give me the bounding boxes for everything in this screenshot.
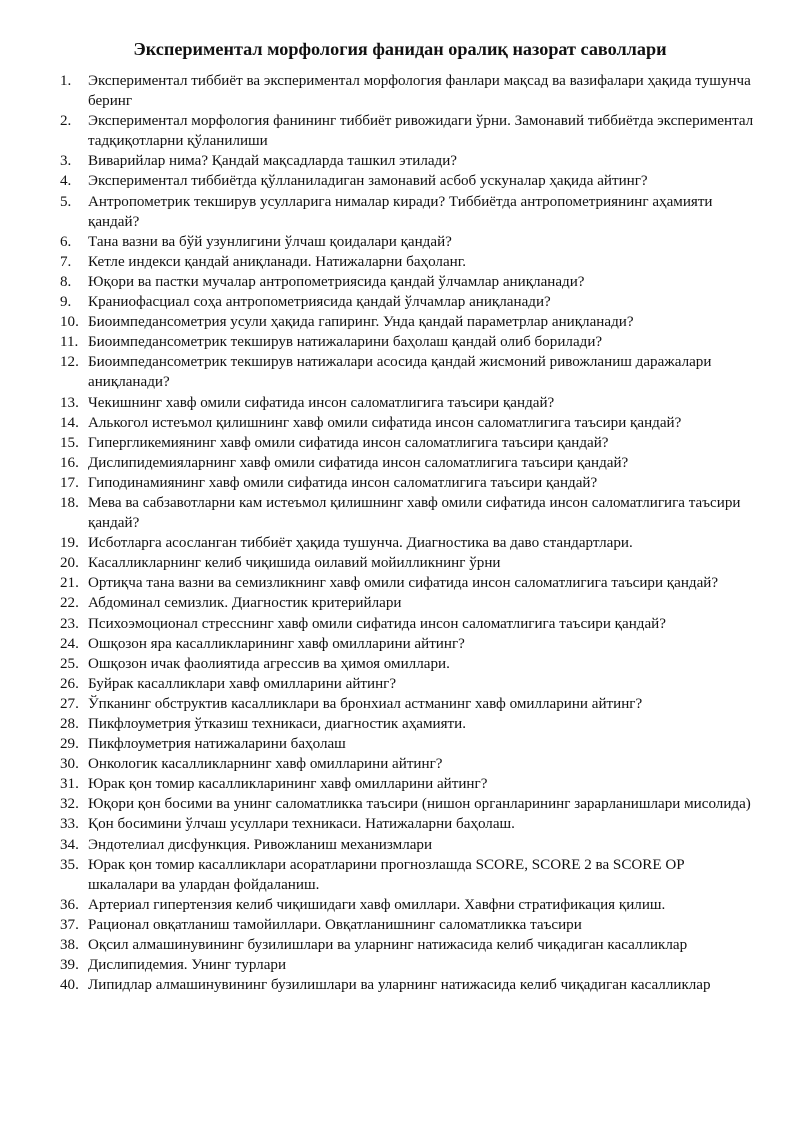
question-item bbox=[0, 352, 800, 392]
question-text: Тана вазни ва бўй узунлигини ўлчаш қоидалари қандай? bbox=[88, 233, 452, 250]
question-item bbox=[0, 493, 800, 533]
question-item bbox=[0, 192, 800, 232]
question-text: Краниофасциал соҳа антропометриясида қандай ўлчамлар аниқланади? bbox=[88, 294, 551, 311]
question-item bbox=[0, 533, 800, 553]
question-number: 22. bbox=[60, 595, 79, 612]
question-item bbox=[0, 593, 800, 613]
question-number: 2. bbox=[60, 113, 72, 130]
question-number: 35. bbox=[60, 856, 79, 873]
question-number: 32. bbox=[60, 796, 79, 813]
question-item bbox=[0, 614, 800, 634]
question-number: 24. bbox=[60, 635, 79, 652]
question-text: Қон босимини ўлчаш усуллари техникаси. Натижаларни баҳолаш. bbox=[88, 816, 515, 833]
question-number: 17. bbox=[60, 474, 79, 491]
question-number: 31. bbox=[60, 776, 79, 793]
question-number: 38. bbox=[60, 937, 79, 954]
question-item bbox=[0, 915, 800, 935]
question-text: Ўпканинг обструктив касалликлари ва бронхиал астманинг хавф омилларини айтинг? bbox=[88, 695, 643, 712]
question-number: 15. bbox=[60, 434, 79, 451]
question-text: Дислипидемия. Унинг турлари bbox=[88, 957, 287, 974]
question-number: 6. bbox=[60, 233, 72, 250]
question-number: 8. bbox=[60, 273, 72, 290]
question-item bbox=[0, 332, 800, 352]
question-item bbox=[0, 814, 800, 834]
question-item bbox=[0, 573, 800, 593]
question-item bbox=[0, 935, 800, 955]
question-text: Ошқозон яра касалликларининг хавф омилларини айтинг? bbox=[88, 635, 465, 652]
question-number: 33. bbox=[60, 816, 79, 833]
question-number: 5. bbox=[60, 193, 72, 210]
question-item bbox=[0, 111, 800, 151]
question-text: Биоимпедансометрия усули ҳақида гапиринг. Унда қандай параметрлар аниқланади? bbox=[88, 314, 634, 331]
question-item bbox=[0, 674, 800, 694]
question-item bbox=[0, 895, 800, 915]
question-text: Артериал гипертензия келиб чиқишидаги хавф омиллари. Хавфни стратификация қилиш. bbox=[88, 896, 666, 913]
question-text: Виварийлар нима? Қандай мақсадларда ташкил этилади? bbox=[88, 153, 458, 170]
question-text: Онкологик касалликларнинг хавф омилларини айтинг? bbox=[88, 756, 443, 773]
question-item bbox=[0, 413, 800, 433]
question-text: Биоимпедансометрик текширув натижалари асосида қандай жисмоний ривожланиш даражалари аниқланади? bbox=[88, 354, 712, 391]
question-number: 3. bbox=[60, 153, 72, 170]
question-item bbox=[0, 151, 800, 171]
question-number: 20. bbox=[60, 555, 79, 572]
question-text: Юқори ва пастки мучалар антропометриясида қандай ўлчамлар аниқланади? bbox=[88, 273, 585, 290]
question-number: 40. bbox=[60, 977, 79, 994]
question-text: Исботларга асосланган тиббиёт ҳақида тушунча. Диагностика ва даво стандартлари. bbox=[88, 535, 633, 552]
question-number: 21. bbox=[60, 575, 79, 592]
question-text: Гиподинамиянинг хавф омили сифатида инсон саломатлигига таъсири қандай? bbox=[88, 474, 598, 491]
question-item bbox=[0, 292, 800, 312]
question-number: 10. bbox=[60, 314, 79, 331]
question-text: Рационал овқатланиш тамойиллари. Овқатланишнинг саломатликка таъсири bbox=[88, 916, 582, 933]
question-number: 23. bbox=[60, 615, 79, 632]
question-item bbox=[0, 272, 800, 292]
question-number: 27. bbox=[60, 695, 79, 712]
question-item bbox=[0, 955, 800, 975]
question-text: Экспериментал тиббиёт ва экспериментал морфология фанлари мақсад ва вазифалари ҳақида тушунча беринг bbox=[88, 73, 751, 110]
question-text: Ошқозон ичак фаолиятида агрессив ва ҳимоя омиллари. bbox=[88, 655, 450, 672]
question-text: Алькогол истеъмол қилишнинг хавф омили сифатида инсон саломатлигига таъсири қандай? bbox=[88, 414, 682, 431]
question-text: Антропометрик текширув усулларига нималар киради? Тиббиётда антропометриянинг аҳамияти қандай? bbox=[88, 193, 713, 230]
question-text: Психоэмоционал стресснинг хавф омили сифатида инсон саломатлигига таъсири қандай? bbox=[88, 615, 666, 632]
question-number: 11. bbox=[60, 334, 79, 351]
question-number: 4. bbox=[60, 173, 72, 190]
question-text: Эндотелиал дисфункция. Ривожланиш механизмлари bbox=[88, 836, 433, 853]
question-item bbox=[0, 232, 800, 252]
question-text: Юрак қон томир касалликларининг хавф омилларини айтинг? bbox=[88, 776, 488, 793]
question-item bbox=[0, 774, 800, 794]
question-item bbox=[0, 794, 800, 814]
question-item bbox=[0, 835, 800, 855]
question-number: 16. bbox=[60, 454, 79, 471]
question-number: 13. bbox=[60, 394, 79, 411]
question-text: Экспериментал тиббиётда қўлланиладиган замонавий асбоб ускуналар ҳақида айтинг? bbox=[88, 173, 648, 190]
question-text: Мева ва сабзавотларни кам истеъмол қилишнинг хавф омили сифатида инсон саломатлигига таъсири қандай? bbox=[88, 494, 741, 532]
question-text: Кетле индекси қандай аниқланади. Натижаларни баҳоланг. bbox=[88, 253, 466, 270]
question-text: Дислипидемияларнинг хавф омили сифатида инсон саломатлигига таъсири қандай? bbox=[88, 454, 629, 471]
question-number: 30. bbox=[60, 756, 79, 773]
question-item bbox=[0, 252, 800, 272]
question-number: 19. bbox=[60, 535, 79, 552]
question-number: 14. bbox=[60, 414, 79, 431]
question-number: 25. bbox=[60, 655, 79, 672]
question-number: 29. bbox=[60, 736, 79, 753]
question-item bbox=[0, 433, 800, 453]
question-item bbox=[0, 473, 800, 493]
question-item bbox=[0, 734, 800, 754]
question-item bbox=[0, 312, 800, 332]
question-item bbox=[0, 171, 800, 191]
question-item bbox=[0, 553, 800, 573]
question-number: 28. bbox=[60, 716, 79, 732]
question-text: Абдоминал семизлик. Диагностик критерийлари bbox=[88, 595, 402, 612]
question-item bbox=[0, 654, 800, 674]
question-text: Липидлар алмашинувининг бузилишлари ва уларнинг натижасида келиб чиқадиган касалликлар bbox=[88, 977, 711, 994]
question-text: Пикфлоуметрия натижаларини баҳолаш bbox=[88, 736, 346, 753]
question-text: Юқори қон босими ва унинг саломатликка таъсири (нишон органларининг зарарланишлари мисолида) bbox=[88, 796, 751, 813]
question-number: 9. bbox=[60, 294, 72, 311]
question-text: Гипергликемиянинг хавф омили сифатида инсон саломатлигига таъсири қандай? bbox=[88, 434, 609, 451]
question-number: 18. bbox=[60, 494, 79, 511]
question-text: Чекишнинг хавф омили сифатида инсон саломатлигига таъсири қандай? bbox=[88, 394, 555, 411]
question-item bbox=[0, 855, 800, 895]
question-item bbox=[0, 71, 800, 111]
question-number: 39. bbox=[60, 957, 79, 974]
question-item bbox=[0, 694, 800, 714]
question-text: Касалликларнинг келиб чиқишида оилавий мойилликнинг ўрни bbox=[88, 555, 501, 572]
question-item bbox=[0, 634, 800, 654]
question-text: Юрак қон томир касалликлари асоратларини прогнозлашда SCORE, SCORE 2 ва SCORE OP шкалалари ва улардан фойдаланиш. bbox=[88, 856, 685, 893]
question-text: Буйрак касалликлари хавф омилларини айтинг? bbox=[88, 675, 397, 692]
question-item bbox=[0, 714, 800, 734]
page-title: Экспериментал морфология фанидан оралиқ назорат саволлари bbox=[133, 39, 667, 59]
question-text: Пикфлоуметрия ўтказиш техникаси, диагностик аҳамияти. bbox=[88, 716, 466, 732]
question-item bbox=[0, 453, 800, 473]
question-text: Биоимпедансометрик текширув натижаларини баҳолаш қандай олиб борилади? bbox=[88, 334, 603, 351]
question-text: Оқсил алмашинувининг бузилишлари ва уларнинг натижасида келиб чиқадиган касалликлар bbox=[88, 937, 688, 954]
question-text: Ортиқча тана вазни ва семизликнинг хавф омили сифатида инсон саломатлигига таъсири қандай? bbox=[88, 575, 719, 592]
question-item bbox=[0, 754, 800, 774]
question-number: 1. bbox=[60, 73, 72, 89]
question-list bbox=[0, 71, 800, 995]
question-item bbox=[0, 975, 800, 995]
question-number: 37. bbox=[60, 916, 79, 933]
question-number: 26. bbox=[60, 675, 79, 692]
question-number: 7. bbox=[60, 253, 72, 270]
question-number: 34. bbox=[60, 836, 79, 853]
question-text: Экспериментал морфология фанининг тиббиёт ривожидаги ўрни. Замонавий тиббиётда экспериментал тадқиқотларни қўланилиши bbox=[88, 113, 754, 150]
question-number: 36. bbox=[60, 896, 79, 913]
question-number: 12. bbox=[60, 354, 79, 371]
question-item bbox=[0, 393, 800, 413]
